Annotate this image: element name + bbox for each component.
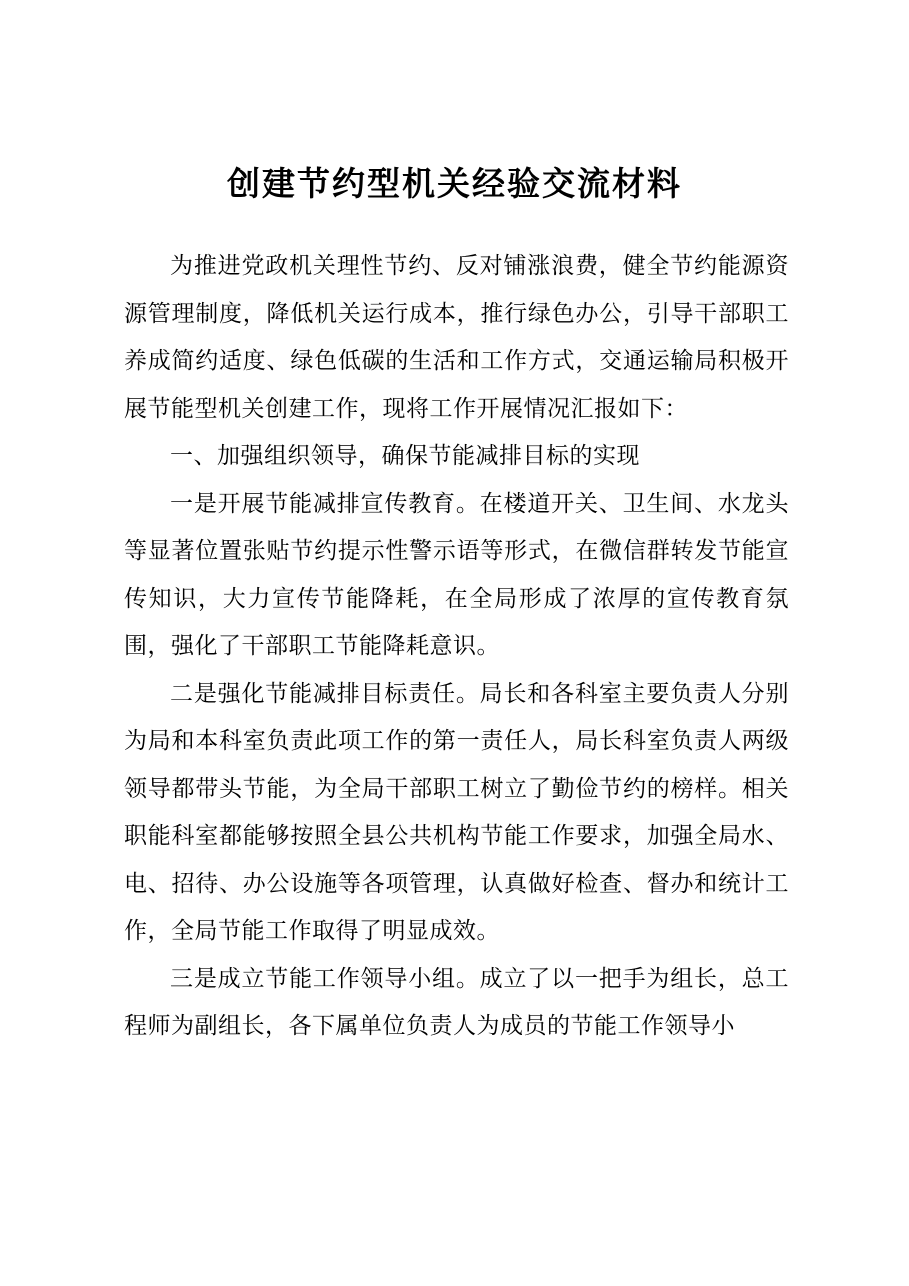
paragraph-intro: 为推进党政机关理性节约、反对铺涨浪费，健全节约能源资源管理制度，降低机关运行成本，推行绿色办公，引导干部职工养成简约适度、绿色低碳的生活和工作方式，交通运输局积极开展节能型机关创建工作，现将工作开展情况汇报如下： <box>124 253 789 422</box>
section-heading: 一、加强组织领导，确保节能减排目标的实现 <box>170 443 640 469</box>
document-title: 创建节约型机关经验交流材料 <box>227 164 682 203</box>
paragraph-item-3: 三是成立节能工作领导小组。成立了以一把手为组长，总工程师为副组长，各下属单位负责人为成员的节能工作领导小 <box>124 965 789 1039</box>
document-body <box>124 243 789 1051</box>
paragraph-item-2: 二是强化节能减排目标责任。局长和各科室主要负责人分别为局和本科室负责此项工作的第一责任人，局长科室负责人两级领导都带头节能，为全局干部职工树立了勤俭节约的榜样。相关职能科室都能够按照全县公共机构节能工作要求，加强全局水、电、招待、办公设施等各项管理，认真做好检查、督办和统计工作，全局节能工作取得了明显成效。 <box>124 680 789 944</box>
paragraph-item-1: 一是开展节能减排宣传教育。在楼道开关、卫生间、水龙头等显著位置张贴节约提示性警示语等形式，在微信群转发节能宣传知识，大力宣传节能降耗，在全局形成了浓厚的宣传教育氛围，强化了干部职工节能降耗意识。 <box>124 490 789 659</box>
